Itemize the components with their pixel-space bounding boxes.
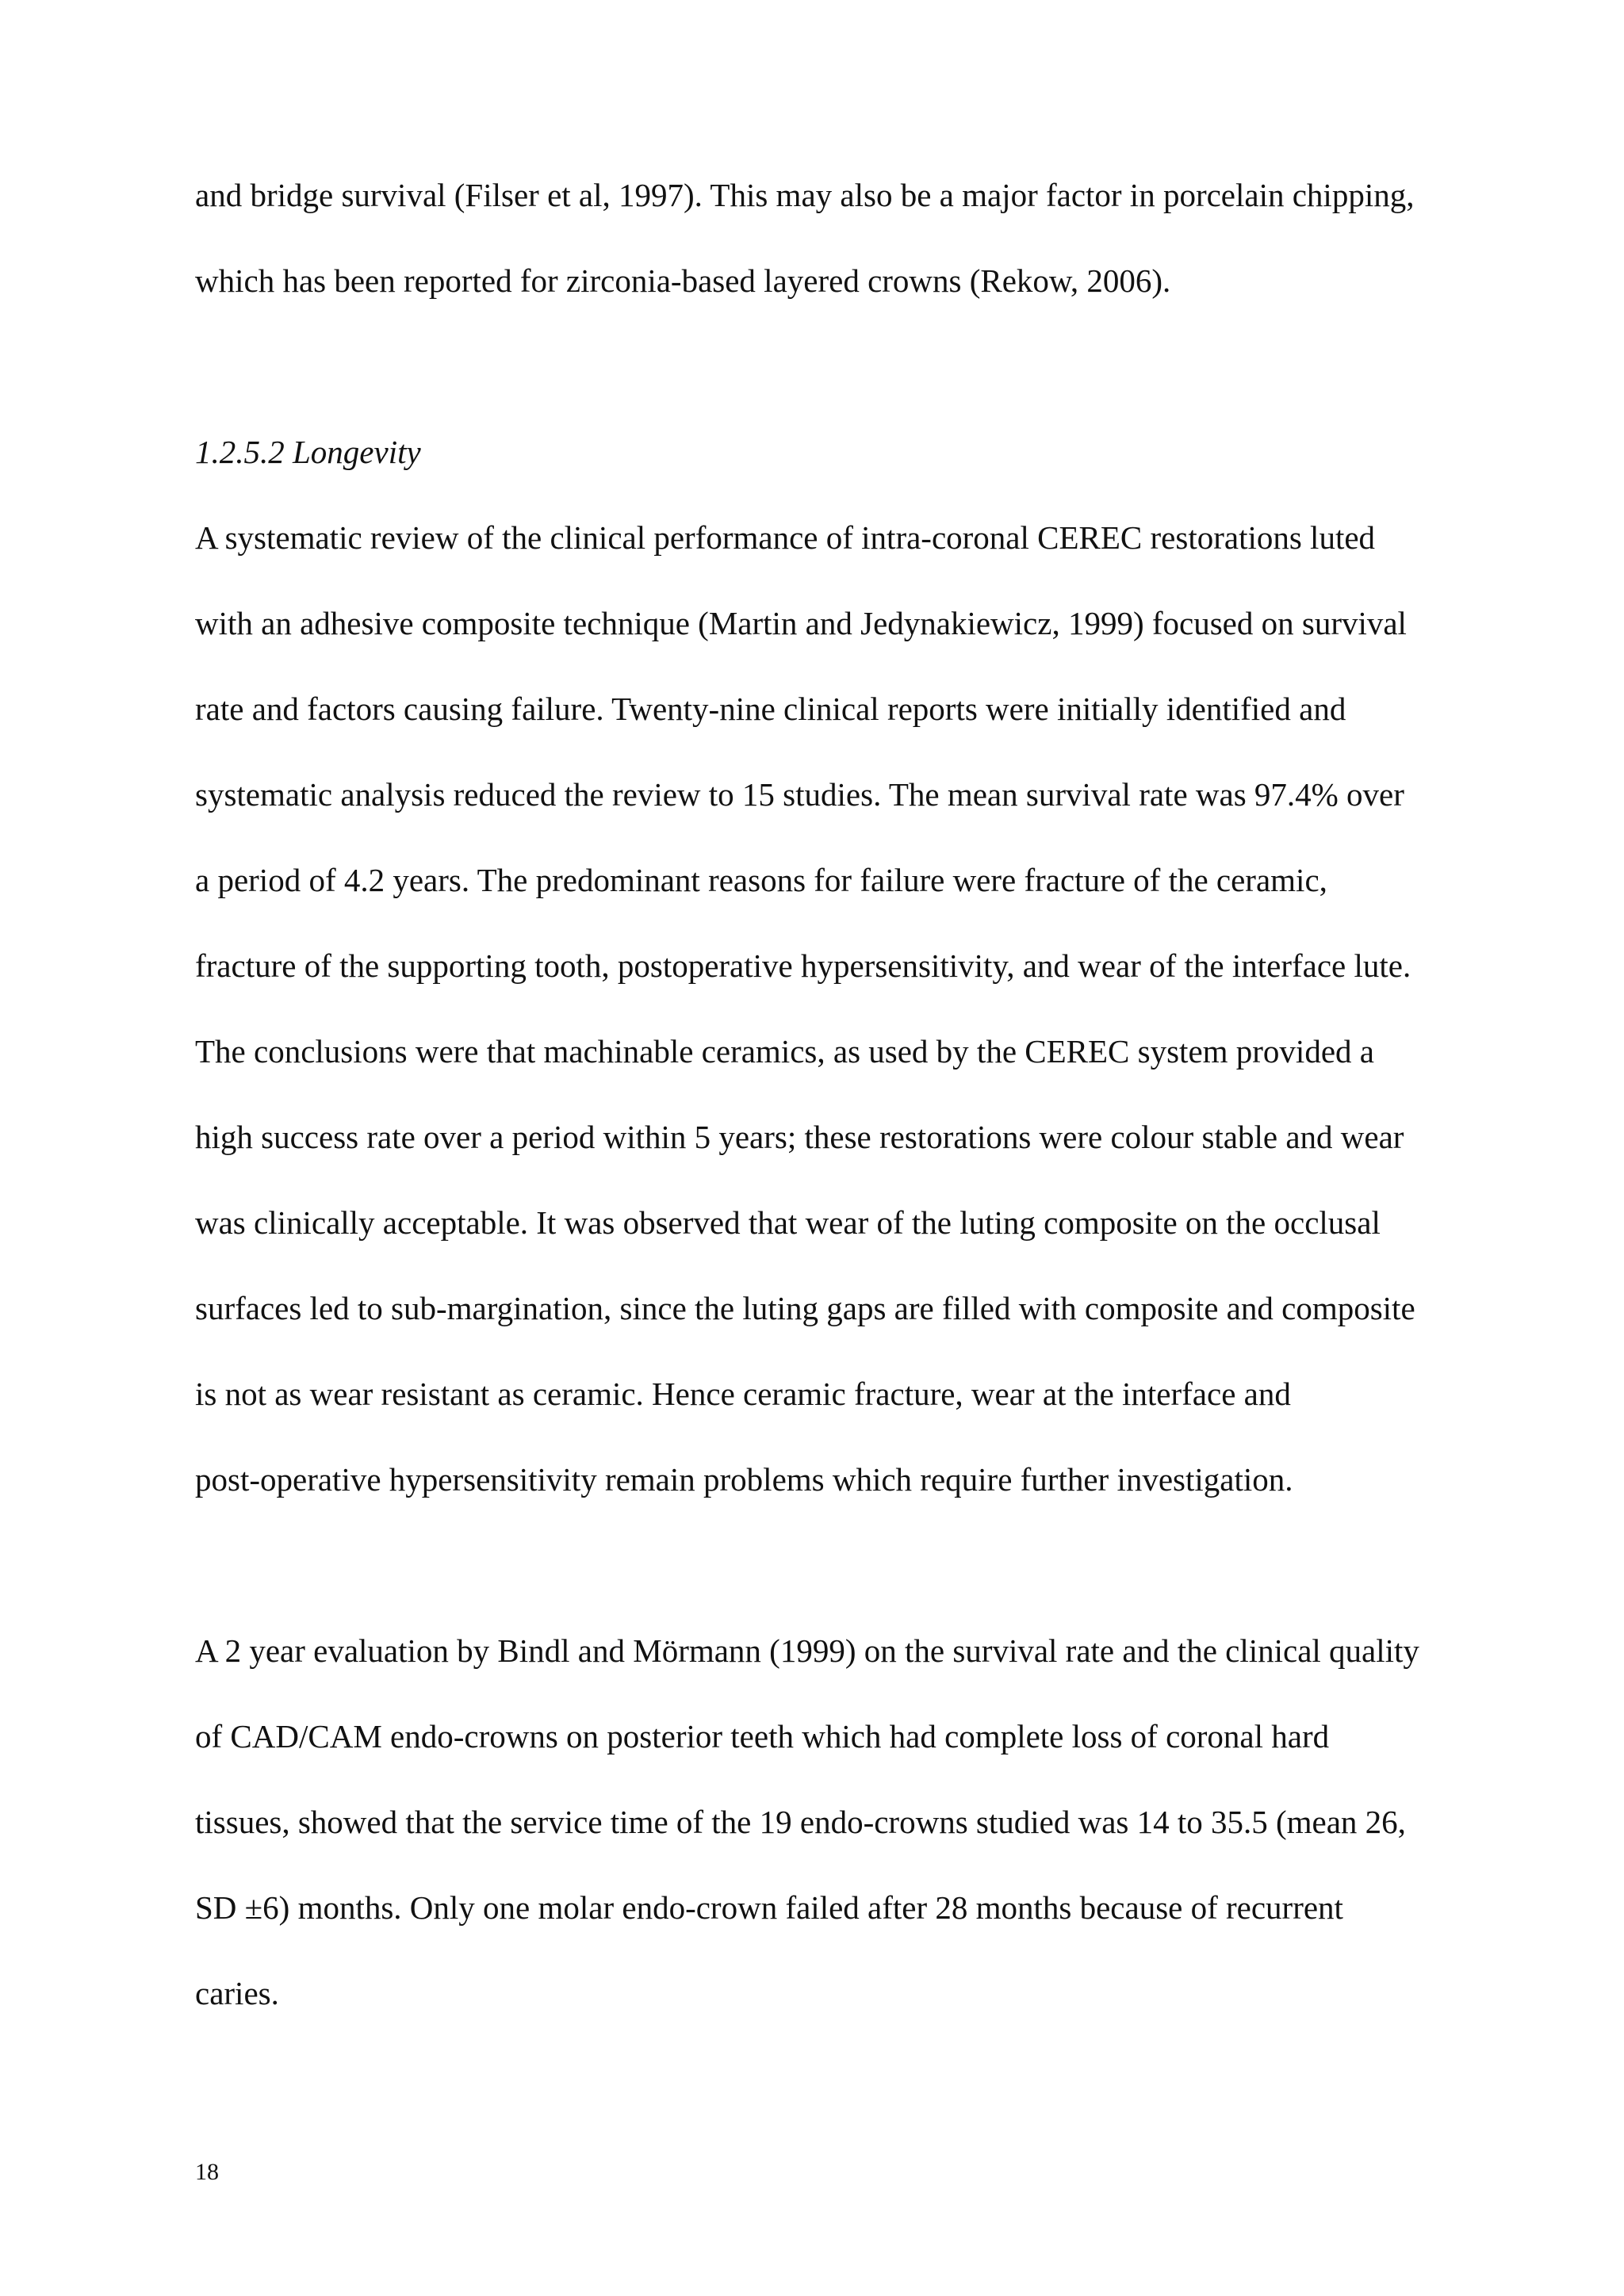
paragraph-line: a period of 4.2 years. The predominant reasons for failure were fracture of the ceramic,	[195, 862, 1327, 898]
paragraph-line: The conclusions were that machinable ceramics, as used by the CEREC system provided a	[195, 1033, 1374, 1070]
paragraph-line: with an adhesive composite technique (Martin and Jedynakiewicz, 1999) focused on survival	[195, 605, 1407, 641]
paragraph-line: post-operative hypersensitivity remain problems which require further investigation.	[195, 1461, 1293, 1498]
paragraph-line: fracture of the supporting tooth, postoperative hypersensitivity, and wear of the interface lute.	[195, 947, 1411, 984]
paragraph-line: is not as wear resistant as ceramic. Hence ceramic fracture, wear at the interface and	[195, 1376, 1291, 1412]
paragraph-line: surfaces led to sub-margination, since the luting gaps are filled with composite and composite	[195, 1290, 1415, 1326]
paragraph-line: and bridge survival (Filser et al, 1997). This may also be a major factor in porcelain chipping,	[195, 177, 1415, 213]
paragraph-line: caries.	[195, 1975, 279, 2011]
paragraph-line: systematic analysis reduced the review to 15 studies. The mean survival rate was 97.4% over	[195, 776, 1404, 813]
paragraph-line: which has been reported for zirconia-based layered crowns (Rekow, 2006).	[195, 262, 1171, 299]
section-heading: 1.2.5.2 Longevity	[195, 434, 421, 470]
paragraph-line: A systematic review of the clinical performance of intra-coronal CEREC restorations luted	[195, 519, 1376, 556]
paragraph-line: SD ±6) months. Only one molar endo-crown failed after 28 months because of recurrent	[195, 1889, 1343, 1926]
paragraph-line: tissues, showed that the service time of the 19 endo-crowns studied was 14 to 35.5 (mean 26,	[195, 1804, 1406, 1840]
paragraph-line: of CAD/CAM endo-crowns on posterior teeth which had complete loss of coronal hard	[195, 1718, 1330, 1755]
paragraph-line: was clinically acceptable. It was observed that wear of the luting composite on the occlusal	[195, 1204, 1381, 1241]
paragraph-line: high success rate over a period within 5 years; these restorations were colour stable and wear	[195, 1119, 1404, 1155]
page-number: 18	[195, 2159, 219, 2185]
paragraph-line: rate and factors causing failure. Twenty-nine clinical reports were initially identified and	[195, 691, 1346, 727]
paragraph-line: A 2 year evaluation by Bindl and Mörmann (1999) on the survival rate and the clinical quality	[195, 1632, 1419, 1669]
